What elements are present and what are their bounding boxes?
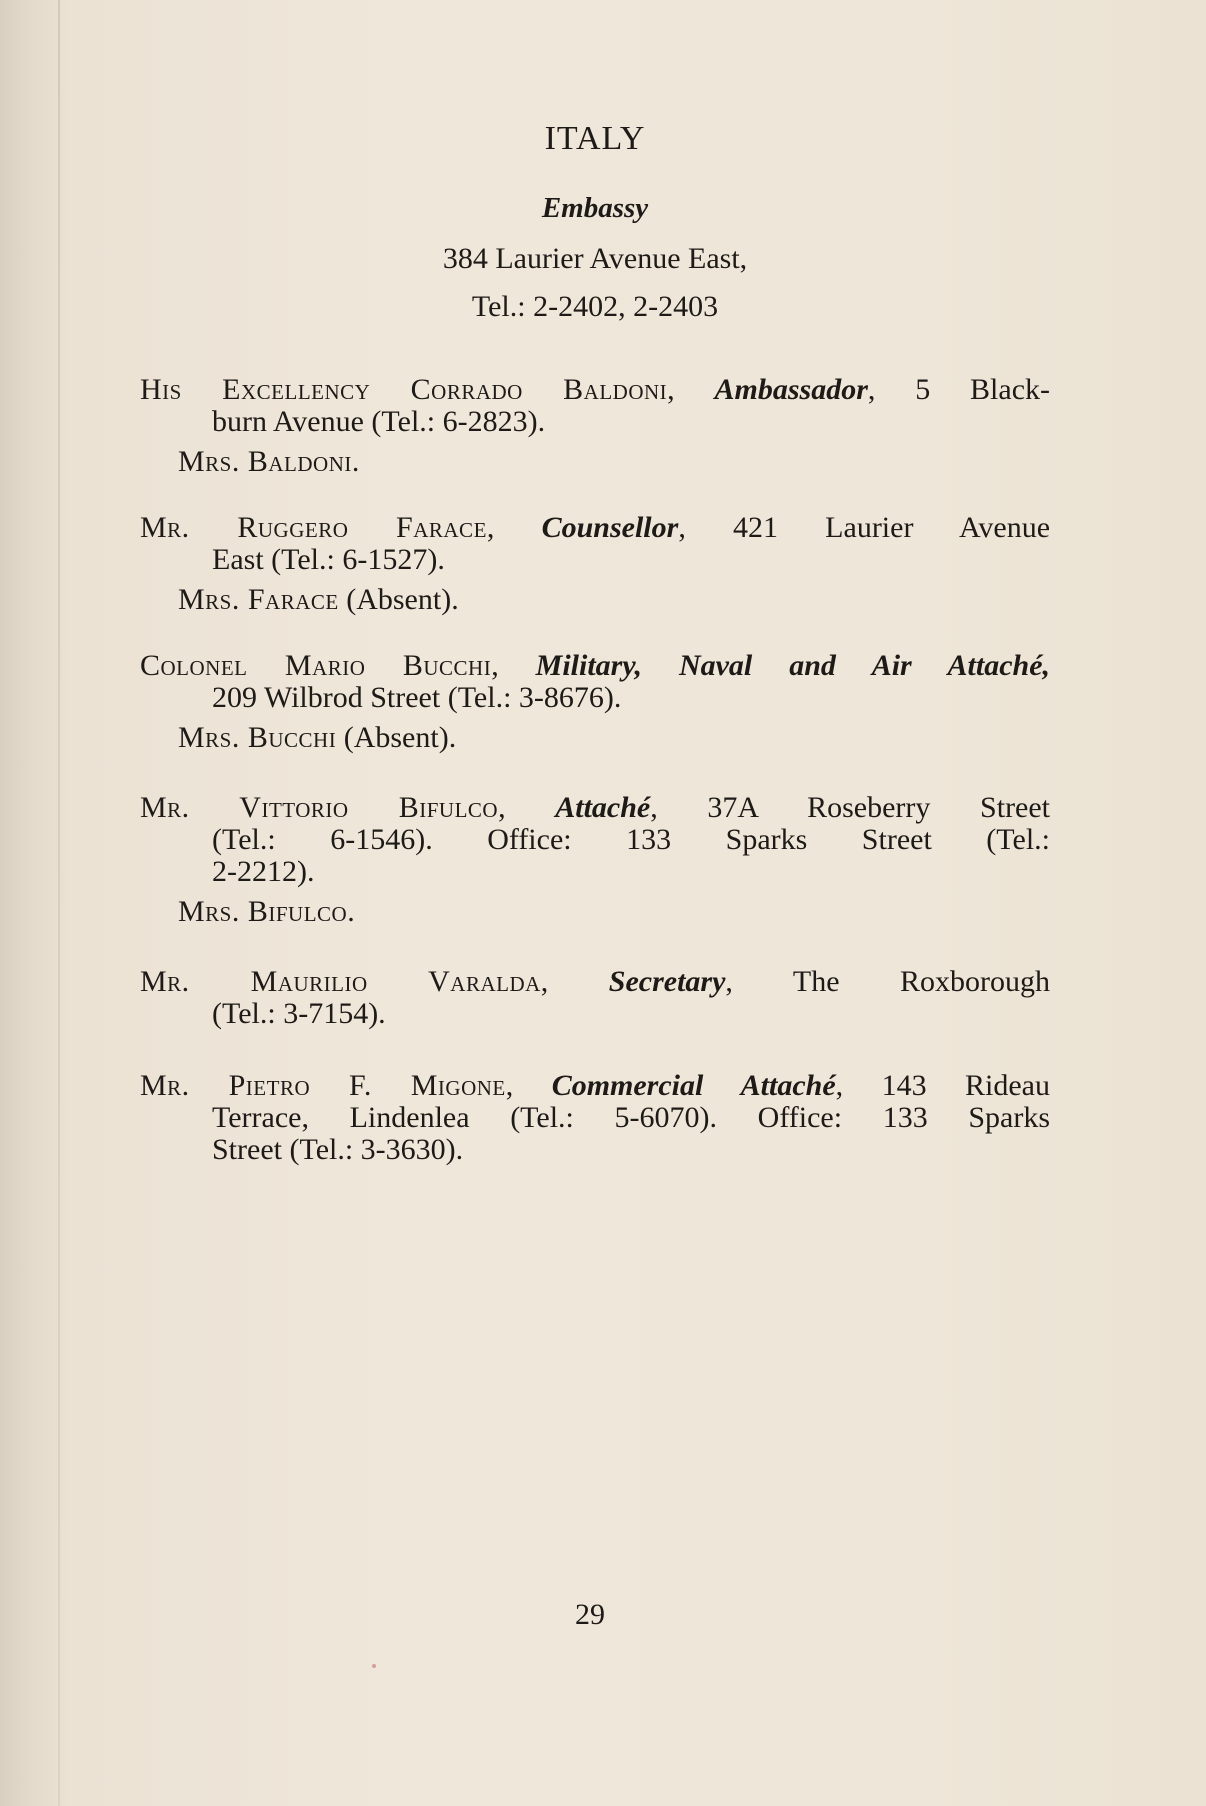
staff-entry [140,966,1050,1030]
entry-first-line: Colonel Mario Bucchi, Military, Naval and Air Attaché, [140,649,1051,682]
spouse-name: Mrs. Bucchi [178,721,337,754]
embassy-address: 384 Laurier Avenue East, [442,242,748,275]
spouse-line [140,584,1050,616]
person-title: Commercial Attaché [551,1069,836,1102]
entry-continuation: (Tel.: 6-1546). Office: 133 Sparks Street (Tel.: [212,823,1050,856]
entry-first-line: Mr. Pietro F. Migone, Commercial Attaché, 143 Rideau [140,1069,1050,1102]
country-heading: ITALY [544,120,646,157]
entry-first-line: Mr. Ruggero Farace, Counsellor, 421 Laurier Avenue [140,511,1051,544]
embassy-phone: Tel.: 2-2402, 2-2403 [471,290,719,323]
person-name: His Excellency Corrado Baldoni [140,373,668,406]
person-name: Mr. Ruggero Farace [140,511,487,544]
person-name: Mr. Vittorio Bifulco [140,791,499,824]
entry-continuation: burn Avenue (Tel.: 6-2823). [212,405,546,438]
entry-continuation-2: 2-2212). [212,855,315,888]
staff-entry [140,1070,1050,1166]
spouse-name: Mrs. Farace [178,583,339,616]
staff-entry [140,374,1050,478]
entry-continuation: (Tel.: 3-7154). [212,997,386,1030]
staff-entry [140,650,1050,754]
entry-address-start: 5 Black- [915,373,1051,406]
person-title: Military, Naval and Air Attaché, [535,649,1051,682]
person-name: Mr. Pietro F. Migone [140,1069,506,1102]
person-name: Mr. Maurilio Varalda [140,965,541,998]
person-title: Attaché [555,791,651,824]
entry-address-start: The Roxborough [792,965,1051,998]
staff-entry [140,512,1050,616]
entry-address-start: 37A Roseberry Street [707,791,1051,824]
entry-first-line: Mr. Maurilio Varalda, Secretary, The Roxborough [140,965,1051,998]
entry-address-start: 143 Rideau [881,1069,1050,1102]
entry-first-line: Mr. Vittorio Bifulco, Attaché, 37A Roseberry Street [140,791,1051,824]
page-number: 29 [575,1598,605,1631]
staff-entry [140,792,1050,928]
entry-continuation: Terrace, Lindenlea (Tel.: 5-6070). Office: 133 Sparks [212,1101,1050,1134]
person-title: Ambassador [714,373,868,406]
page-gutter [58,0,60,1806]
person-title: Counsellor [541,511,679,544]
ink-speck [372,1664,376,1668]
spouse-note: (Absent). [343,721,457,754]
spouse-note: (Absent). [346,583,459,616]
entry-first-line: His Excellency Corrado Baldoni, Ambassador, 5 Black- [140,373,1051,406]
entry-continuation: East (Tel.: 6-1527). [212,543,445,576]
spouse-line [140,722,1050,754]
entry-address-start: 421 Laurier Avenue [733,511,1051,544]
section-heading: Embassy [541,192,649,224]
spouse-name: Mrs. Bifulco. [178,895,356,928]
person-name: Colonel Mario Bucchi [140,649,492,682]
person-title: Secretary [608,965,726,998]
entry-continuation: 209 Wilbrod Street (Tel.: 3-8676). [212,681,622,714]
spouse-name: Mrs. Baldoni. [178,445,360,478]
entry-continuation-2: Street (Tel.: 3-3630). [212,1133,464,1166]
